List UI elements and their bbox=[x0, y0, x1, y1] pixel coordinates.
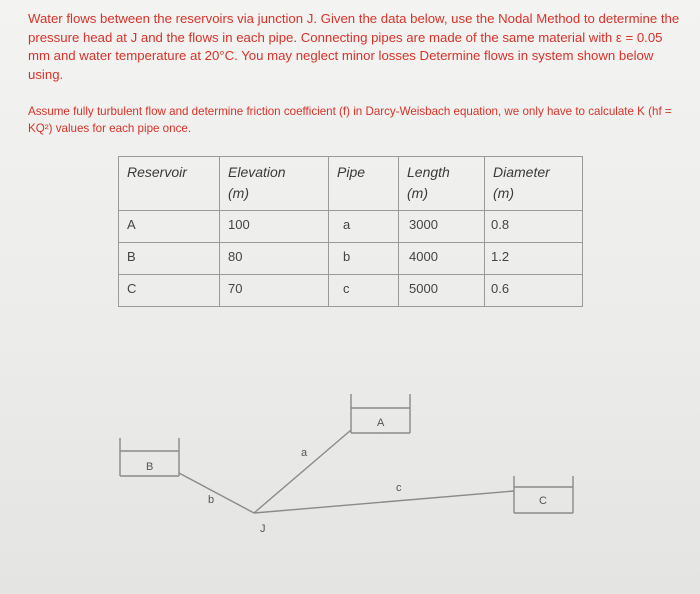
header-elevation-label: Elevation bbox=[228, 164, 286, 180]
header-length-label: Length bbox=[407, 164, 450, 180]
cell-reservoir: B bbox=[119, 243, 220, 275]
cell-diameter: 1.2 bbox=[485, 243, 583, 275]
pipe-c-label: c bbox=[396, 482, 402, 494]
header-pipe-label: Pipe bbox=[337, 164, 366, 180]
reservoir-a-label: A bbox=[377, 417, 385, 429]
cell-elevation: 70 bbox=[220, 275, 329, 307]
pipe-b-line bbox=[179, 473, 254, 513]
cell-pipe: a bbox=[329, 211, 399, 243]
cell-reservoir: C bbox=[119, 275, 220, 307]
cell-pipe: b bbox=[329, 243, 399, 275]
pipe-a-line bbox=[254, 430, 351, 513]
pipe-b-label: b bbox=[208, 494, 215, 506]
problem-statement: Water flows between the reservoirs via junction J. Given the data below, use the Nodal Method to determine the pressure head at J and the flows in each pipe. Connecting pipes are made of the same material with ε = 0.05 mm and water temperature at 20°C. You may neglect minor losses Determine flows in system shown below using. bbox=[28, 11, 680, 82]
header-reservoir-label: Reservoir bbox=[127, 164, 187, 180]
cell-length: 3000 bbox=[399, 211, 485, 243]
header-diameter-unit: (m) bbox=[493, 185, 514, 201]
cell-length: 5000 bbox=[399, 275, 485, 307]
header-elevation-unit: (m) bbox=[228, 185, 249, 201]
junction-j-label: J bbox=[260, 523, 266, 535]
pipe-c-line bbox=[254, 491, 514, 513]
cell-elevation: 80 bbox=[220, 243, 329, 275]
reservoir-c-label: C bbox=[539, 495, 547, 507]
cell-diameter: 0.6 bbox=[485, 275, 583, 307]
cell-elevation: 100 bbox=[220, 211, 329, 243]
header-diameter-label: Diameter bbox=[493, 164, 550, 180]
cell-reservoir: A bbox=[119, 211, 220, 243]
cell-length: 4000 bbox=[399, 243, 485, 275]
pipe-a-label: a bbox=[301, 447, 308, 459]
header-length-unit: (m) bbox=[407, 185, 428, 201]
cell-diameter: 0.8 bbox=[485, 211, 583, 243]
reservoir-b-label: B bbox=[146, 461, 154, 473]
cell-pipe: c bbox=[329, 275, 399, 307]
assumption-note: Assume fully turbulent flow and determine friction coefficient (f) in Darcy-Weisbach equation, we only have to calculate K (hf = KQ²) values for each pipe once. bbox=[28, 105, 672, 135]
